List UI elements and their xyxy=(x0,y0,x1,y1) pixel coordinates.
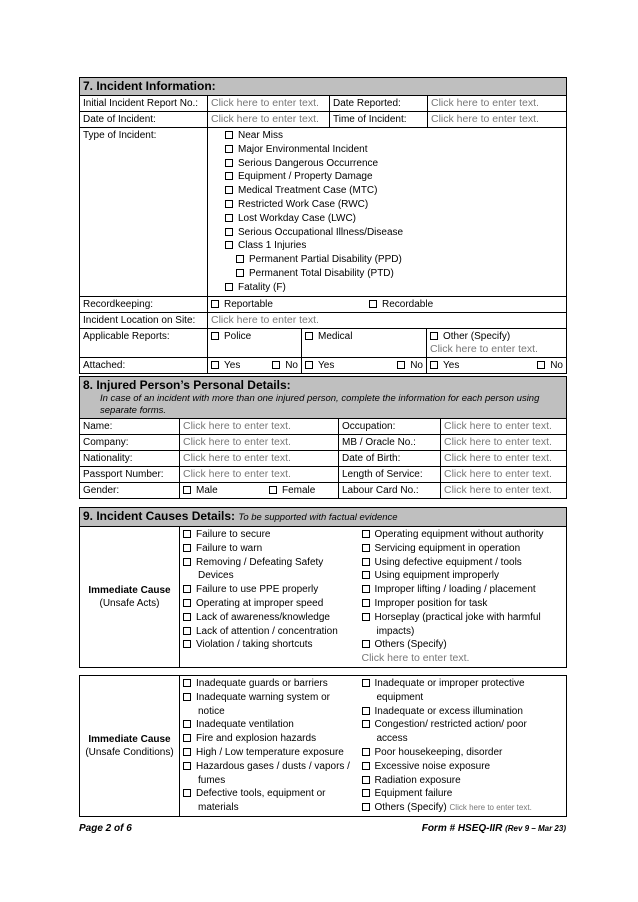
checkbox[interactable] xyxy=(183,679,191,687)
checkbox[interactable] xyxy=(183,585,191,593)
footer xyxy=(79,823,566,834)
checkbox[interactable] xyxy=(183,599,191,607)
initial-report-field[interactable]: Click here to enter text. xyxy=(208,96,330,112)
cause-sub: (Unsafe Acts) xyxy=(99,597,160,609)
checkbox[interactable] xyxy=(269,486,277,494)
checkbox[interactable] xyxy=(362,571,370,579)
option-label: Poor housekeeping, disorder xyxy=(374,746,503,758)
option-label: No xyxy=(410,359,423,371)
checkbox[interactable] xyxy=(362,707,370,715)
checkbox[interactable] xyxy=(183,640,191,648)
option-label: Restricted Work Case (RWC) xyxy=(238,198,369,210)
checkbox[interactable] xyxy=(362,776,370,784)
option-label: Recordable xyxy=(382,298,434,310)
checkbox[interactable] xyxy=(225,172,233,180)
checkbox[interactable] xyxy=(362,640,370,648)
other-acts-field[interactable]: Click here to enter text. xyxy=(361,652,470,665)
option-label: Inadequate warning system or xyxy=(196,691,330,703)
option-label: Yes xyxy=(443,359,460,371)
checkbox[interactable] xyxy=(362,558,370,566)
label: Labour Card No.: xyxy=(339,483,441,499)
checkbox[interactable] xyxy=(225,241,233,249)
cause-sub: (Unsafe Conditions) xyxy=(85,746,174,758)
option-label: Lost Workday Case (LWC) xyxy=(238,212,356,224)
checkbox[interactable] xyxy=(225,214,233,222)
option-label: Yes xyxy=(224,359,241,371)
option-label: Inadequate or excess illumination xyxy=(374,705,523,717)
option-label: Horseplay (practical joke with harmful xyxy=(374,611,541,623)
date-reported-field[interactable]: Click here to enter text. xyxy=(428,96,567,112)
option-label: Failure to secure xyxy=(196,529,271,540)
option-label: Inadequate ventilation xyxy=(196,719,294,731)
option-label: Improper lifting / loading / placement xyxy=(374,584,536,596)
checkbox[interactable] xyxy=(369,300,377,308)
option-label: Near Miss xyxy=(238,130,284,141)
checkbox[interactable] xyxy=(362,613,370,621)
checkbox[interactable] xyxy=(305,361,313,369)
mb-field[interactable]: Click here to enter text. xyxy=(441,435,567,451)
option-label: Permanent Total Disability (PTD) xyxy=(249,267,394,279)
checkbox[interactable] xyxy=(225,228,233,236)
option-label: Major Environmental Incident xyxy=(238,143,368,155)
section-9-title: 9. Incident Causes Details: xyxy=(83,509,236,523)
location-field[interactable]: Click here to enter text. xyxy=(208,312,567,328)
option-label: Reportable xyxy=(224,298,273,310)
service-field[interactable]: Click here to enter text. xyxy=(441,467,567,483)
checkbox[interactable] xyxy=(211,300,219,308)
date-incident-field[interactable]: Click here to enter text. xyxy=(208,112,330,128)
option-label: Police xyxy=(224,330,252,342)
section-9-conditions xyxy=(79,675,566,817)
name-field[interactable]: Click here to enter text. xyxy=(180,419,339,435)
option-label: notice xyxy=(198,705,225,717)
checkbox[interactable] xyxy=(183,748,191,756)
option-label: Male xyxy=(196,485,218,496)
label: Nationality: xyxy=(80,451,180,467)
option-label: Inadequate guards or barriers xyxy=(196,678,328,689)
checkbox[interactable] xyxy=(430,332,438,340)
checkbox[interactable] xyxy=(183,720,191,728)
checkbox[interactable] xyxy=(225,283,233,291)
label: Date Reported: xyxy=(330,96,428,112)
option-label: Failure to use PPE properly xyxy=(196,584,319,596)
option-label: Female xyxy=(282,485,316,496)
option-label: Serious Occupational Illness/Disease xyxy=(238,226,404,238)
option-label: Medical xyxy=(318,330,353,342)
option-label: Using equipment improperly xyxy=(374,570,500,582)
label: Type of Incident: xyxy=(80,128,208,297)
cause-title: Immediate Cause xyxy=(88,733,171,745)
checkbox[interactable] xyxy=(362,762,370,770)
option-label: Inadequate or improper protective xyxy=(374,678,525,689)
label: Length of Service: xyxy=(339,467,441,483)
option-label: Servicing equipment in operation xyxy=(374,542,521,554)
section-8 xyxy=(79,376,566,499)
checkbox[interactable] xyxy=(362,789,370,797)
checkbox[interactable] xyxy=(362,803,370,811)
other-report-field[interactable]: Click here to enter text. xyxy=(430,342,538,355)
option-label: Devices xyxy=(198,570,234,582)
checkbox[interactable] xyxy=(183,558,191,566)
option-label: Violation / taking shortcuts xyxy=(196,639,313,651)
checkbox[interactable] xyxy=(225,145,233,153)
section-8-note: In case of an incident with more than one injured person, complete the information for each person using separate forms. xyxy=(100,393,540,416)
checkbox[interactable] xyxy=(225,186,233,194)
option-label: Radiation exposure xyxy=(374,774,461,786)
option-label: High / Low temperature exposure xyxy=(196,746,344,758)
checkbox[interactable] xyxy=(183,627,191,635)
cause-title: Immediate Cause xyxy=(88,584,171,596)
option-label: Lack of attention / concentration xyxy=(196,625,338,637)
option-label: No xyxy=(550,359,563,371)
option-label: Using defective equipment / tools xyxy=(374,556,522,568)
company-field[interactable]: Click here to enter text. xyxy=(180,435,339,451)
label: Recordkeeping: xyxy=(80,296,208,312)
checkbox[interactable] xyxy=(183,789,191,797)
checkbox[interactable] xyxy=(183,762,191,770)
checkbox[interactable] xyxy=(225,200,233,208)
checkbox[interactable] xyxy=(272,361,280,369)
occupation-field[interactable]: Click here to enter text. xyxy=(441,419,567,435)
checkbox[interactable] xyxy=(362,585,370,593)
option-label: Fatality (F) xyxy=(238,281,286,293)
checkbox[interactable] xyxy=(211,361,219,369)
label: MB / Oracle No.: xyxy=(339,435,441,451)
passport-field[interactable]: Click here to enter text. xyxy=(180,467,339,483)
checkbox[interactable] xyxy=(362,530,370,538)
checkbox[interactable] xyxy=(362,599,370,607)
option-label: Improper position for task xyxy=(374,597,488,609)
section-9 xyxy=(79,507,566,668)
label: Attached: xyxy=(80,357,208,373)
option-label: materials xyxy=(198,802,239,814)
checkbox[interactable] xyxy=(537,361,545,369)
option-label: Hazardous gases / dusts / vapors / xyxy=(196,760,350,772)
form-number: Form # HSEQ-IIR xyxy=(421,823,503,834)
checkbox[interactable] xyxy=(236,255,244,263)
option-label: Serious Dangerous Occurrence xyxy=(238,157,379,169)
option-label: No xyxy=(285,359,298,371)
time-incident-field[interactable]: Click here to enter text. xyxy=(428,112,567,128)
checkbox[interactable] xyxy=(362,720,370,728)
checkbox[interactable] xyxy=(362,748,370,756)
option-label: equipment xyxy=(376,691,424,703)
checkbox[interactable] xyxy=(183,693,191,701)
option-label: Fire and explosion hazards xyxy=(196,733,317,745)
label: Initial Incident Report No.: xyxy=(80,96,208,112)
label: Occupation: xyxy=(339,419,441,435)
label: Incident Location on Site: xyxy=(80,312,208,328)
checkbox[interactable] xyxy=(430,361,438,369)
label: Time of Incident: xyxy=(330,112,428,128)
labour-field[interactable]: Click here to enter text. xyxy=(441,483,567,499)
label: Date of Birth: xyxy=(339,451,441,467)
label: Name: xyxy=(80,419,180,435)
section-9-note: To be supported with factual evidence xyxy=(238,512,398,523)
section-7-title: 7. Incident Information: xyxy=(80,78,567,96)
option-label: Lack of awareness/knowledge xyxy=(196,611,330,623)
option-label: Yes xyxy=(318,359,335,371)
checkbox[interactable] xyxy=(183,530,191,538)
checkbox[interactable] xyxy=(305,332,313,340)
option-label: Others (Specify) xyxy=(374,802,447,814)
option-label: fumes xyxy=(198,774,226,786)
option-label: Congestion/ restricted action/ poor xyxy=(374,719,527,731)
nationality-field[interactable]: Click here to enter text. xyxy=(180,451,339,467)
checkbox[interactable] xyxy=(183,613,191,621)
page-number: Page 2 of 6 xyxy=(79,823,132,834)
checkbox[interactable] xyxy=(397,361,405,369)
option-label: access xyxy=(376,733,408,745)
checkbox[interactable] xyxy=(225,131,233,139)
checkbox[interactable] xyxy=(183,734,191,742)
option-label: Operating at improper speed xyxy=(196,597,324,609)
other-conditions-field[interactable]: Click here to enter text. xyxy=(449,803,532,813)
checkbox[interactable] xyxy=(236,269,244,277)
option-label: Failure to warn xyxy=(196,542,263,554)
option-label: Defective tools, equipment or xyxy=(196,788,326,800)
section-8-title: 8. Injured Person’s Personal Details: xyxy=(83,378,291,392)
label: Date of Incident: xyxy=(80,112,208,128)
option-label: Medical Treatment Case (MTC) xyxy=(238,185,378,197)
label: Passport Number: xyxy=(80,467,180,483)
option-label: Class 1 Injuries xyxy=(238,240,307,252)
label: Applicable Reports: xyxy=(80,328,208,357)
label: Gender: xyxy=(80,483,180,499)
section-7 xyxy=(79,77,566,374)
revision: (Rev 9 – Mar 23) xyxy=(505,824,566,833)
checkbox[interactable] xyxy=(183,486,191,494)
option-label: Permanent Partial Disability (PPD) xyxy=(249,254,402,266)
label: Company: xyxy=(80,435,180,451)
dob-field[interactable]: Click here to enter text. xyxy=(441,451,567,467)
option-label: Other (Specify) xyxy=(443,330,511,342)
checkbox[interactable] xyxy=(211,332,219,340)
checkbox[interactable] xyxy=(362,679,370,687)
option-label: Operating equipment without authority xyxy=(374,529,544,540)
option-label: Equipment failure xyxy=(374,788,453,800)
option-label: Removing / Defeating Safety xyxy=(196,556,324,568)
option-label: Excessive noise exposure xyxy=(374,760,491,772)
checkbox[interactable] xyxy=(225,159,233,167)
checkbox[interactable] xyxy=(183,544,191,552)
option-label: impacts) xyxy=(376,625,415,637)
checkbox[interactable] xyxy=(362,544,370,552)
option-label: Others (Specify) xyxy=(374,639,447,651)
option-label: Equipment / Property Damage xyxy=(238,171,373,183)
